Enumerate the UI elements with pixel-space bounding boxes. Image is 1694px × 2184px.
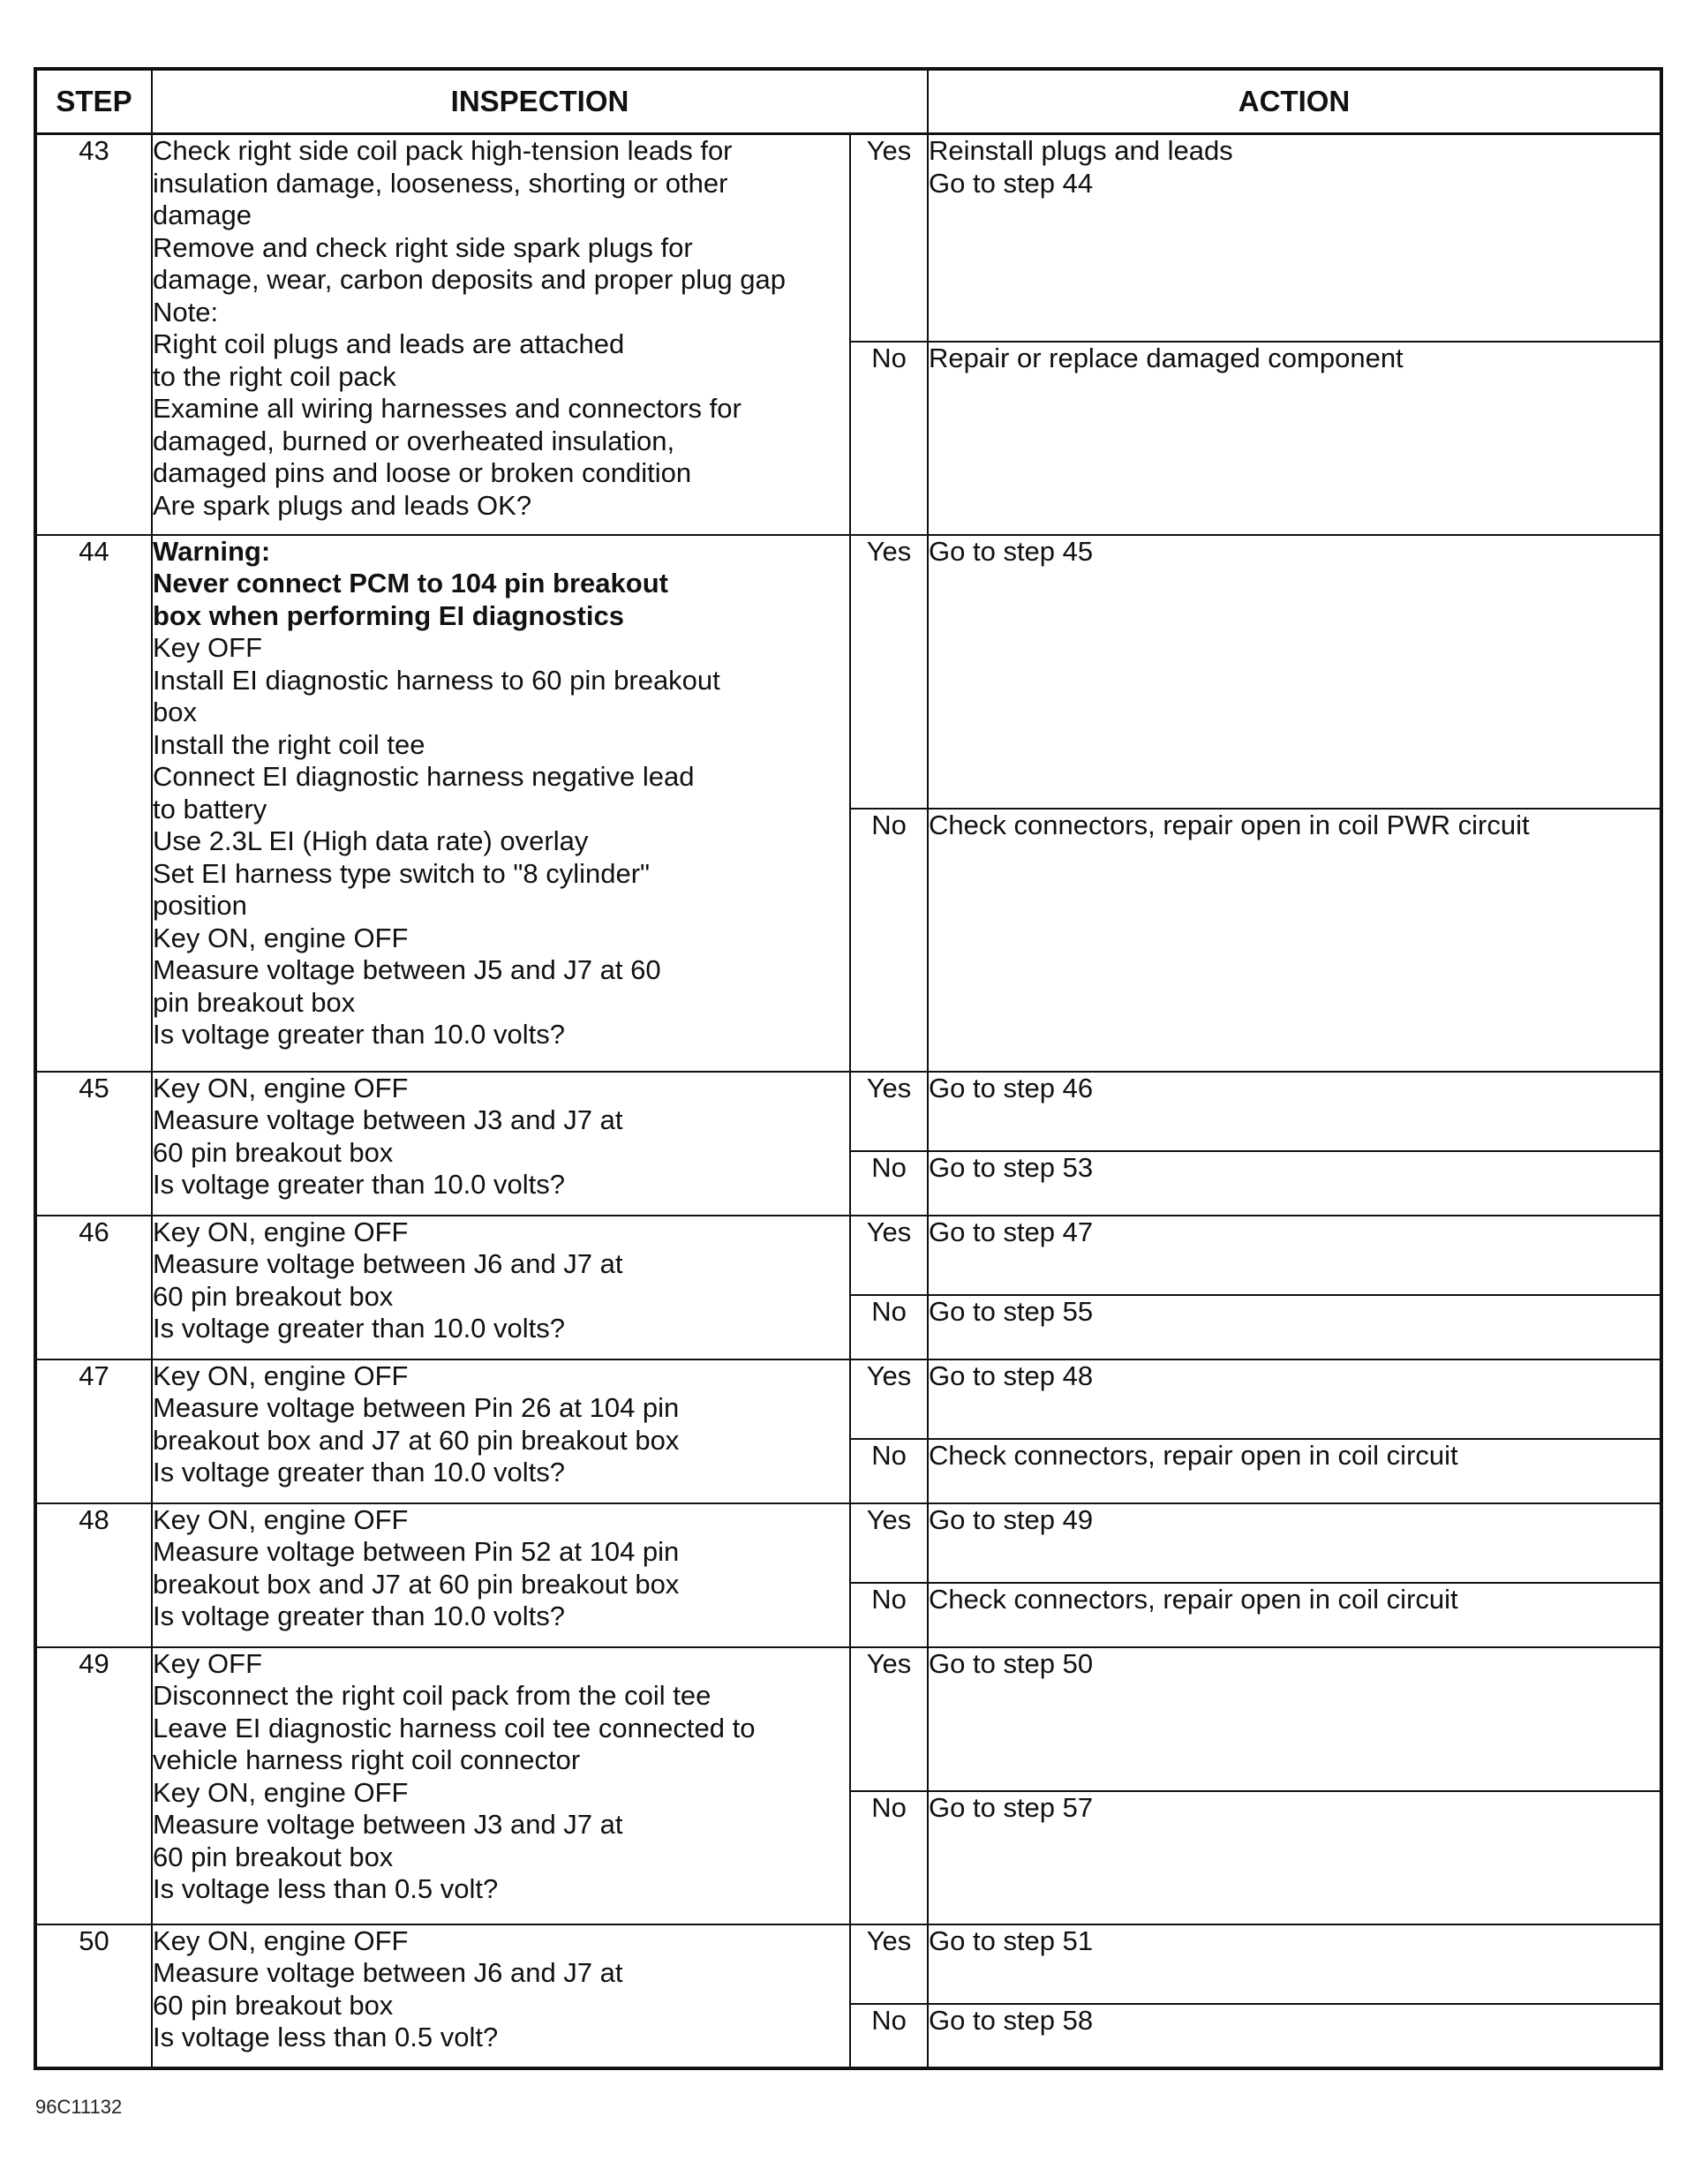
- inspection-line: Measure voltage between J3 and J7 at: [153, 1104, 623, 1135]
- inspection-line: Remove and check right side spark plugs for: [153, 231, 693, 263]
- inspection-line: Key ON, engine OFF: [153, 1072, 409, 1103]
- inspection-line: Is voltage greater than 10.0 volts?: [153, 1457, 566, 1487]
- inspection-line: Key ON, engine OFF: [153, 1216, 409, 1247]
- inspection-column-header: INSPECTION: [152, 69, 928, 134]
- inspection-line: Install the right coil tee: [153, 728, 425, 760]
- no-action: [928, 1151, 1661, 1216]
- yes-label: Yes: [850, 535, 928, 809]
- yes-action: [928, 1503, 1661, 1583]
- step-number: 49: [35, 1647, 152, 1924]
- inspection-line: to the right coil pack: [153, 360, 396, 392]
- inspection-line: insulation damage, looseness, shorting or other: [153, 167, 728, 199]
- inspection-line: Is voltage greater than 10.0 volts?: [153, 1169, 566, 1200]
- action-line: Go to step 47: [929, 1216, 1094, 1247]
- inspection-line: Set EI harness type switch to "8 cylinder": [153, 857, 651, 889]
- inspection-text: [152, 535, 850, 1072]
- inspection-line: to battery: [153, 793, 267, 825]
- inspection-line: Key ON, engine OFF: [153, 1503, 409, 1535]
- inspection-line: Key ON, engine OFF: [153, 1359, 409, 1391]
- yes-action: [928, 1216, 1661, 1295]
- inspection-line: Is voltage greater than 10.0 volts?: [153, 1600, 566, 1631]
- action-line: Repair or replace damaged component: [929, 342, 1404, 373]
- no-action: [928, 809, 1661, 1072]
- table-row: [35, 1647, 1661, 1791]
- no-label: No: [850, 1439, 928, 1503]
- inspection-line: pin breakout box: [153, 986, 356, 1018]
- step-number: 47: [35, 1359, 152, 1503]
- step-number: 45: [35, 1072, 152, 1216]
- inspection-line: Are spark plugs and leads OK?: [153, 489, 532, 521]
- no-action: [928, 2004, 1661, 2068]
- inspection-line: breakout box and J7 at 60 pin breakout box: [153, 1424, 680, 1456]
- no-label: No: [850, 342, 928, 535]
- table-header-row: [35, 69, 1661, 134]
- no-action: [928, 1439, 1661, 1503]
- action-line: Check connectors, repair open in coil PWR circuit: [929, 809, 1530, 840]
- no-label: No: [850, 1791, 928, 1924]
- inspection-text: [152, 1359, 850, 1503]
- inspection-text: [152, 1647, 850, 1924]
- no-action: [928, 342, 1661, 535]
- inspection-line: Key OFF: [153, 1647, 263, 1679]
- action-line: Go to step 51: [929, 1924, 1094, 1956]
- inspection-line: Check right side coil pack high-tension leads for: [153, 135, 733, 166]
- yes-label: Yes: [850, 1924, 928, 2004]
- inspection-text: [152, 1216, 850, 1359]
- inspection-line: Key OFF: [153, 632, 263, 663]
- table-body: [35, 134, 1661, 2068]
- step-number: 44: [35, 535, 152, 1072]
- inspection-line: Is voltage less than 0.5 volt?: [153, 1873, 499, 1904]
- action-line: Check connectors, repair open in coil circuit: [929, 1583, 1458, 1615]
- inspection-line: vehicle harness right coil connector: [153, 1744, 581, 1775]
- yes-action: [928, 535, 1661, 809]
- action-line: Go to step 58: [929, 2004, 1094, 2036]
- action-line: Reinstall plugs and leads: [929, 135, 1233, 166]
- diagnostic-procedure-table: [34, 67, 1663, 2070]
- step-number: 43: [35, 134, 152, 535]
- inspection-line: 60 pin breakout box: [153, 1136, 394, 1168]
- inspection-line: Examine all wiring harnesses and connectors for: [153, 393, 742, 424]
- yes-action: [928, 1647, 1661, 1791]
- inspection-line: damage: [153, 200, 252, 230]
- inspection-line: Is voltage greater than 10.0 volts?: [153, 1019, 566, 1050]
- yes-label: Yes: [850, 1503, 928, 1583]
- no-label: No: [850, 809, 928, 1072]
- inspection-line: box: [153, 697, 197, 727]
- inspection-text: [152, 134, 850, 535]
- inspection-line: Measure voltage between J5 and J7 at 60: [153, 954, 661, 985]
- inspection-line: Measure voltage between J6 and J7 at: [153, 1957, 623, 1988]
- inspection-line: 60 pin breakout box: [153, 1841, 394, 1872]
- inspection-line: Key ON, engine OFF: [153, 1924, 409, 1956]
- inspection-line: Is voltage greater than 10.0 volts?: [153, 1313, 566, 1344]
- no-action: [928, 1295, 1661, 1359]
- action-line: Go to step 53: [929, 1151, 1094, 1183]
- warning-line: Never connect PCM to 104 pin breakout: [153, 568, 668, 599]
- inspection-line: position: [153, 890, 247, 921]
- table-row: [35, 134, 1661, 342]
- action-line: Go to step 55: [929, 1295, 1094, 1327]
- inspection-line: Right coil plugs and leads are attached: [153, 328, 625, 359]
- inspection-line: damage, wear, carbon deposits and proper plug gap: [153, 264, 786, 295]
- action-line: Go to step 44: [929, 167, 1094, 199]
- action-line: Go to step 48: [929, 1359, 1094, 1391]
- inspection-line: Key ON, engine OFF: [153, 922, 409, 953]
- table-row: [35, 1216, 1661, 1295]
- inspection-line: 60 pin breakout box: [153, 1989, 394, 2021]
- yes-label: Yes: [850, 1647, 928, 1791]
- action-line: Go to step 46: [929, 1072, 1094, 1103]
- inspection-line: Measure voltage between Pin 52 at 104 pin: [153, 1536, 680, 1567]
- yes-action: [928, 1072, 1661, 1151]
- table-row: [35, 1503, 1661, 1583]
- inspection-text: [152, 1503, 850, 1647]
- warning-line: Warning:: [153, 535, 271, 567]
- table-row: [35, 535, 1661, 809]
- no-action: [928, 1791, 1661, 1924]
- inspection-text: [152, 1924, 850, 2068]
- yes-action: [928, 134, 1661, 342]
- step-number: 48: [35, 1503, 152, 1647]
- no-label: No: [850, 2004, 928, 2068]
- inspection-line: Connect EI diagnostic harness negative lead: [153, 761, 695, 792]
- inspection-line: damaged, burned or overheated insulation,: [153, 425, 675, 456]
- inspection-line: breakout box and J7 at 60 pin breakout box: [153, 1568, 680, 1600]
- inspection-line: Key ON, engine OFF: [153, 1776, 409, 1808]
- yes-action: [928, 1924, 1661, 2004]
- yes-action: [928, 1359, 1661, 1439]
- action-line: Check connectors, repair open in coil circuit: [929, 1439, 1458, 1471]
- step-number: 50: [35, 1924, 152, 2068]
- yes-label: Yes: [850, 1359, 928, 1439]
- inspection-text: [152, 1072, 850, 1216]
- inspection-line: Is voltage less than 0.5 volt?: [153, 2022, 499, 2052]
- yes-label: Yes: [850, 134, 928, 342]
- action-line: Go to step 49: [929, 1503, 1094, 1535]
- no-label: No: [850, 1295, 928, 1359]
- inspection-line: damaged pins and loose or broken condition: [153, 457, 692, 488]
- no-label: No: [850, 1151, 928, 1216]
- inspection-line: Leave EI diagnostic harness coil tee connected to: [153, 1712, 756, 1743]
- inspection-line: 60 pin breakout box: [153, 1280, 394, 1312]
- table-row: [35, 1359, 1661, 1439]
- no-action: [928, 1583, 1661, 1647]
- action-line: Go to step 45: [929, 535, 1094, 567]
- step-number: 46: [35, 1216, 152, 1359]
- step-column-header: STEP: [35, 69, 152, 134]
- inspection-line: Use 2.3L EI (High data rate) overlay: [153, 825, 589, 856]
- yes-label: Yes: [850, 1216, 928, 1295]
- inspection-line: Measure voltage between J3 and J7 at: [153, 1809, 623, 1840]
- yes-label: Yes: [850, 1072, 928, 1151]
- inspection-line: Measure voltage between J6 and J7 at: [153, 1248, 623, 1279]
- inspection-line: Note:: [153, 296, 219, 328]
- table-row: [35, 1924, 1661, 2004]
- action-column-header: ACTION: [928, 69, 1661, 134]
- inspection-line: Disconnect the right coil pack from the coil tee: [153, 1680, 711, 1711]
- action-line: Go to step 50: [929, 1647, 1094, 1679]
- figure-code: 96C11132: [35, 2096, 123, 2118]
- inspection-line: Measure voltage between Pin 26 at 104 pin: [153, 1392, 680, 1423]
- table-row: [35, 1072, 1661, 1151]
- inspection-line: Install EI diagnostic harness to 60 pin breakout: [153, 664, 720, 696]
- no-label: No: [850, 1583, 928, 1647]
- warning-line: box when performing EI diagnostics: [153, 599, 624, 631]
- action-line: Go to step 57: [929, 1791, 1094, 1823]
